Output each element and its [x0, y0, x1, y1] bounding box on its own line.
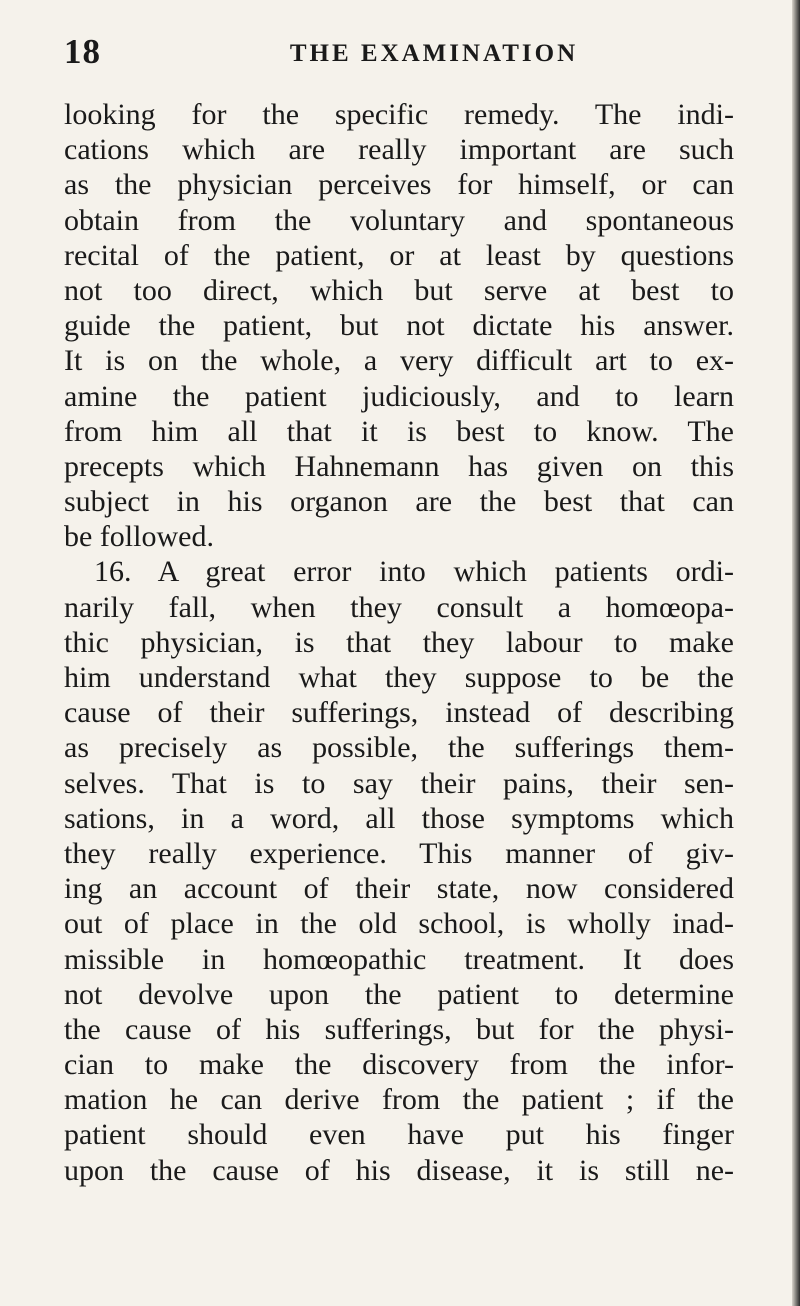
text-line: cian to make the discovery from the infor- [64, 1048, 734, 1082]
running-title: THE EXAMINATION [289, 40, 579, 67]
text-line: thic physician, is that they labour to make [64, 625, 734, 659]
text-line: the cause of his sufferings, but for the physi- [64, 1012, 734, 1046]
text-line: looking for the specific remedy. The indi- [64, 98, 734, 131]
text-line: from him all that it is best to know. The [64, 414, 734, 448]
text-line: as the physician perceives for himself, or can [64, 168, 734, 202]
text-line: they really experience. This manner of giv- [64, 836, 734, 870]
text-line: as precisely as possible, the sufferings them- [64, 731, 734, 765]
text-line: not too direct, which but serve at best to [64, 273, 734, 307]
text-line: out of place in the old school, is wholly inad- [64, 907, 734, 941]
page-header [64, 32, 732, 72]
text-line: narily fall, when they consult a homœopa- [64, 590, 734, 624]
text-line: ing an account of their state, now considered [64, 872, 734, 906]
text-line: recital of the patient, or at least by questions [64, 238, 734, 272]
text-line: selves. That is to say their pains, their sen- [64, 766, 734, 800]
text-line: subject in his organon are the best that can [64, 485, 734, 519]
text-line: missible in homœopathic treatment. It does [64, 942, 734, 976]
body-text [64, 97, 734, 1188]
text-line: guide the patient, but not dictate his answer. [64, 309, 734, 343]
text-line: obtain from the voluntary and spontaneous [64, 203, 734, 237]
text-line: be followed. [64, 520, 214, 554]
text-line: patient should even have put his finger [64, 1118, 734, 1152]
text-line: him understand what they suppose to be the [64, 661, 734, 694]
paragraph-start-line: 16. A great error into which patients ordi- [94, 555, 734, 589]
text-line: not devolve upon the patient to determine [64, 977, 734, 1011]
page-number: 18 [64, 32, 101, 71]
text-line: amine the patient judiciously, and to learn [64, 379, 734, 413]
text-line: cause of their sufferings, instead of describing [64, 696, 734, 730]
text-line: sations, in a word, all those symptoms which [64, 801, 734, 835]
text-line: upon the cause of his disease, it is still ne- [64, 1153, 734, 1187]
text-line: mation he can derive from the patient ; if the [64, 1083, 734, 1117]
page-edge-shadow [792, 0, 800, 1306]
text-line: precepts which Hahnemann has given on this [64, 449, 734, 483]
text-line: cations which are really important are such [64, 133, 734, 167]
text-line: It is on the whole, a very difficult art to ex- [64, 344, 734, 378]
